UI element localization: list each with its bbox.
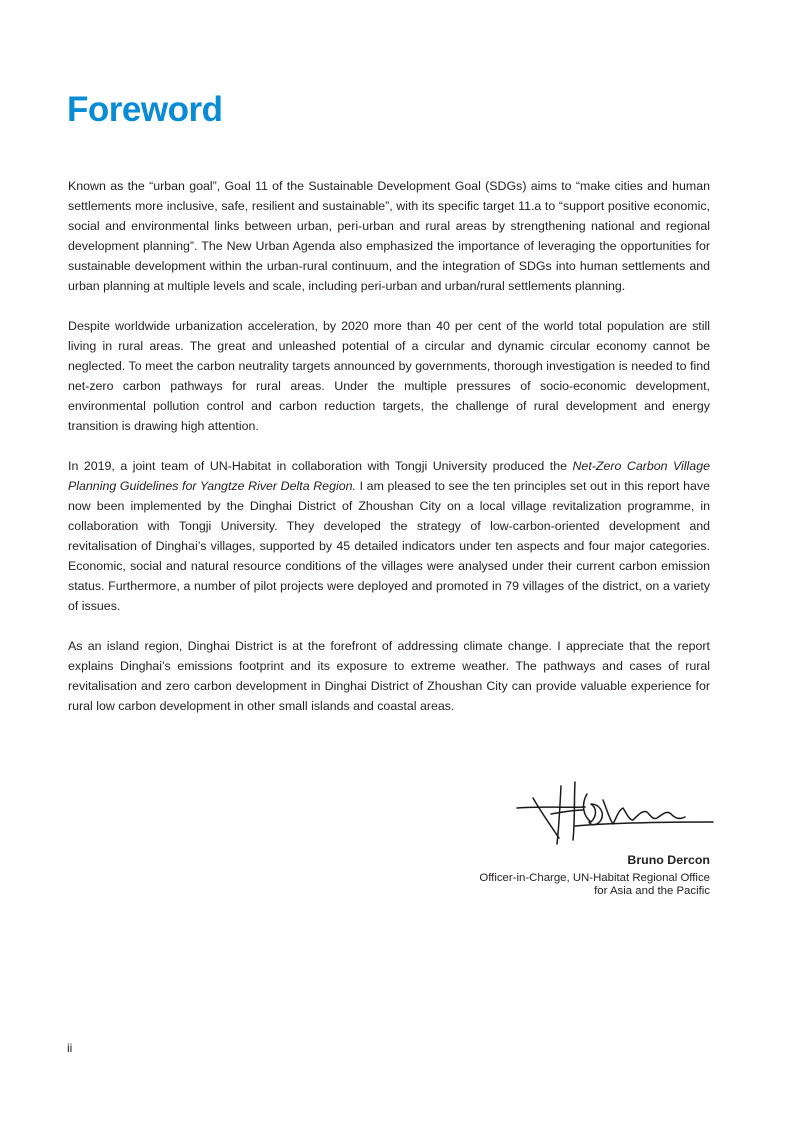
page-number: ii bbox=[67, 1041, 73, 1055]
signer-role-line-2: for Asia and the Pacific bbox=[594, 885, 710, 897]
paragraph-3-intro: In 2019, a joint team of UN-Habitat in collaboration with Tongji University produced the bbox=[68, 459, 573, 473]
signer-role-line-1: Officer-in-Charge, UN-Habitat Regional Office bbox=[479, 872, 710, 884]
signer-name: Bruno Dercon bbox=[627, 853, 710, 867]
paragraph-1: Known as the “urban goal”, Goal 11 of the Sustainable Development Goal (SDGs) aims to “make cities and human settlements more inclusive, safe, resilient and sustainable”, with its specific target 11.a to “support positive economic, social and environmental links between urban, peri-urban and rural areas by strengthening national and regional development planning”. The New Urban Agenda also emphasized the importance of leveraging the opportunities for sustainable development within the urban-rural continuum, and the integration of SDGs into human settlements and urban planning at multiple levels and scale, including peri-urban and urban/rural settlements planning. bbox=[68, 179, 710, 293]
paragraph-2: Despite worldwide urbanization acceleration, by 2020 more than 40 per cent of the world total population are still living in rural areas. The great and unleashed potential of a circular and dynamic circular economy cannot be neglected. To meet the carbon neutrality targets announced by governments, thorough investigation is needed to find net-zero carbon pathways for rural areas. Under the multiple pressures of socio-economic development, environmental pollution control and carbon reduction targets, the challenge of rural development and energy transition is drawing high attention. bbox=[68, 319, 710, 433]
foreword-body bbox=[68, 176, 710, 736]
paragraph-3-rest: I am pleased to see the ten principles set out in this report have now been implemented by the Dinghai District of Zhoushan City on a local village revitalization programme, in collaboration with Tongji University. They developed the strategy of low-carbon-oriented development and revitalisation of Dinghai’s villages, supported by 45 detailed indicators under ten aspects and four major categories. Economic, social and natural resource conditions of the villages were analysed under their current carbon emission status. Furthermore, a number of pilot projects were deployed and promoted in 79 villages of the district, on a variety of issues. bbox=[68, 479, 710, 613]
page-title: Foreword bbox=[67, 90, 223, 129]
handwritten-signature bbox=[515, 770, 715, 848]
signature-block bbox=[479, 852, 710, 898]
paragraph-3 bbox=[68, 456, 710, 616]
paragraph-4: As an island region, Dinghai District is at the forefront of addressing climate change. I appreciate that the report explains Dinghai’s emissions footprint and its exposure to extreme weather. The pathways and cases of rural revitalisation and zero carbon development in Dinghai District of Zhoushan City can provide valuable experience for rural low carbon development in other small islands and coastal areas. bbox=[68, 639, 710, 713]
publication-title: Net-Zero Carbon Village Planning Guidelines for Yangtze River Delta Region. bbox=[68, 459, 710, 493]
